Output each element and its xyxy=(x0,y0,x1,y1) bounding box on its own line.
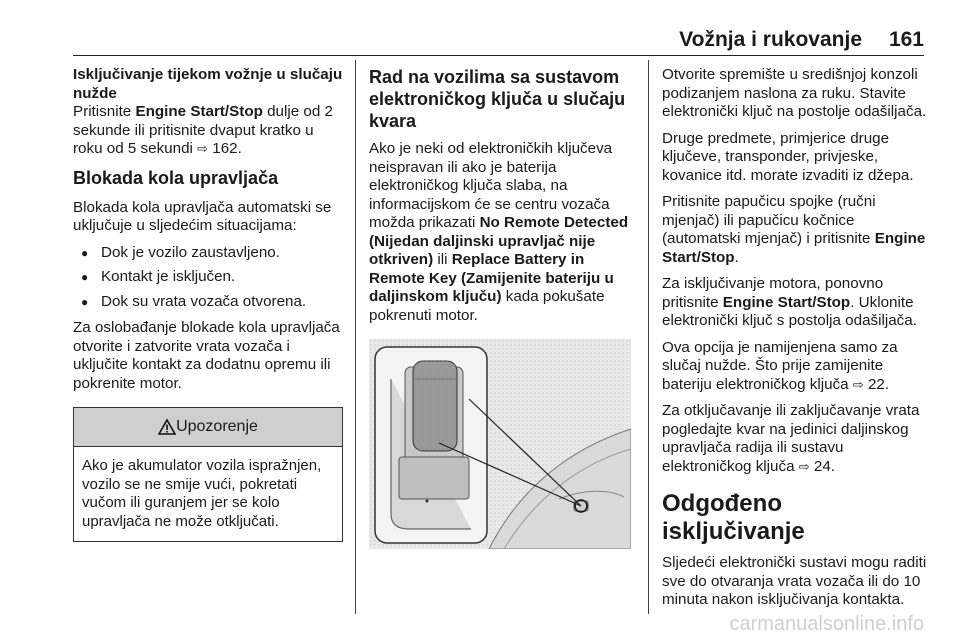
bullet-icon: ● xyxy=(81,245,89,260)
warning-title: Upozorenje xyxy=(176,417,258,435)
no-remote-detected-message: No Remote Detected (Nijedan daljinski upravljač nije otkriven) xyxy=(369,214,629,268)
column-1 xyxy=(73,66,343,542)
page-ref[interactable]: 24. xyxy=(813,457,836,475)
page-title: Vožnja i rukovanje xyxy=(679,28,862,51)
steering-lock-intro: Blokada kola upravljača automatski se uključuje u sljedećim situacijama: xyxy=(73,198,332,234)
warning-box xyxy=(73,407,343,542)
warning-header xyxy=(74,408,342,447)
paragraph: Za isključivanje motora, ponovno pritisnite Engine Start/Stop. Uklonite elektronički ključ s postolja odašiljača. xyxy=(662,275,917,329)
column-divider-2 xyxy=(648,60,649,614)
emergency-shutdown-heading: Isključivanje tijekom vožnje u slučaju nužde xyxy=(73,66,343,102)
column-2 xyxy=(369,66,635,549)
page-ref[interactable]: 22. xyxy=(867,375,890,393)
key-transmitter-illustration xyxy=(369,339,631,549)
electronic-key-fault-heading: Rad na vozilima sa sustavom elektroničkog ključa u slučaju kvara xyxy=(369,67,626,131)
column-divider-1 xyxy=(355,60,356,614)
list-item: ● Dok je vozilo zaustavljeno. xyxy=(81,243,280,261)
list-item: ● Dok su vrata vozača otvorena. xyxy=(81,292,307,310)
steering-lock-list xyxy=(73,244,343,312)
delayed-shutdown-heading: Odgođeno isključivanje xyxy=(662,490,805,545)
paragraph: Za otključavanje ili zaključavanje vrata pogledajte kvar na jedinici daljinskog upravljača radija ili sustavu elektroničkog ključa ⇨ 24. xyxy=(662,402,920,475)
bullet-icon: ● xyxy=(81,270,89,284)
header-rule xyxy=(73,55,924,56)
engine-start-stop-label: Engine Start/Stop xyxy=(722,293,851,311)
paragraph: Pritisnite papučicu spojke (ručni mjenjač) ili papučicu kočnice (automatski mjenjač) i pritisnite Engine Start/Stop. xyxy=(662,193,926,266)
page-ref-arrow-icon: ⇨ xyxy=(798,458,810,474)
replace-battery-message: Replace Battery in Remote Key (Zamijenite bateriju u daljinskom ključu) xyxy=(369,251,614,305)
watermark: carmanualsonline.info xyxy=(729,613,924,635)
emergency-shutdown-text: Pritisnite Engine Start/Stop dulje od 2 sekunde ili pritisnite dvaput kratko u roku od 5 sekundi ⇨ 162. xyxy=(73,103,333,157)
paragraph: Ova opcija je namijenjena samo za slučaj nužde. Što prije zamijenite bateriju elektroničkog ključa ⇨ 22. xyxy=(662,338,898,393)
paragraph: Otvorite spremište u središnjoj konzoli podizanjem naslona za ruku. Stavite elektronički ključ na postolje odašiljača. xyxy=(662,66,927,120)
warning-text: Ako je akumulator vozila ispražnjen, vozilo se ne smije vući, pokretati vučom ili guranjem jer se kolo upravljača ne može otključati. xyxy=(82,457,322,530)
page-ref-arrow-icon: ⇨ xyxy=(197,141,209,156)
engine-start-stop-label: Engine Start/Stop xyxy=(662,230,926,266)
electronic-key-fault-text: Ako je neki od elektroničkih ključeva neispravan ili ako je baterija elektroničkog ključa slaba, na informacijskom će se centru vozača možda prikazati No Remote Detected (Nijedan daljinski upravljač nije otkriven) ili Replace Battery in Remote Key (Zamijenite bateriju u daljinskom ključu) kada pokušate pokrenuti motor. xyxy=(369,140,629,324)
page-ref[interactable]: 162. xyxy=(212,140,242,157)
page-number: 161 xyxy=(888,28,924,51)
page-ref-arrow-icon: ⇨ xyxy=(852,376,864,392)
bullet-icon: ● xyxy=(81,294,89,309)
column-3 xyxy=(662,66,928,618)
engine-start-stop-label: Engine Start/Stop xyxy=(135,103,263,120)
warning-triangle-icon xyxy=(158,419,176,435)
steering-lock-release-text: Za oslobađanje blokade kola upravljača otvorite i zatvorite vrata vozača i uključite kontakt za dodatnu opremu ili pokrenite motor. xyxy=(73,319,340,392)
paragraph: Sljedeći elektronički sustavi mogu raditi sve do otvaranja vrata vozača ili do 10 minuta nakon isključivanja kontakta. xyxy=(662,554,927,608)
page-header xyxy=(73,22,924,56)
paragraph: Druge predmete, primjerice druge ključeve, transponder, privjeske, kovanice itd. morate izvaditi iz džepa. xyxy=(662,129,914,184)
steering-lock-heading: Blokada kola upravljača xyxy=(73,167,279,188)
list-item: ● Kontakt je isključen. xyxy=(81,268,236,285)
